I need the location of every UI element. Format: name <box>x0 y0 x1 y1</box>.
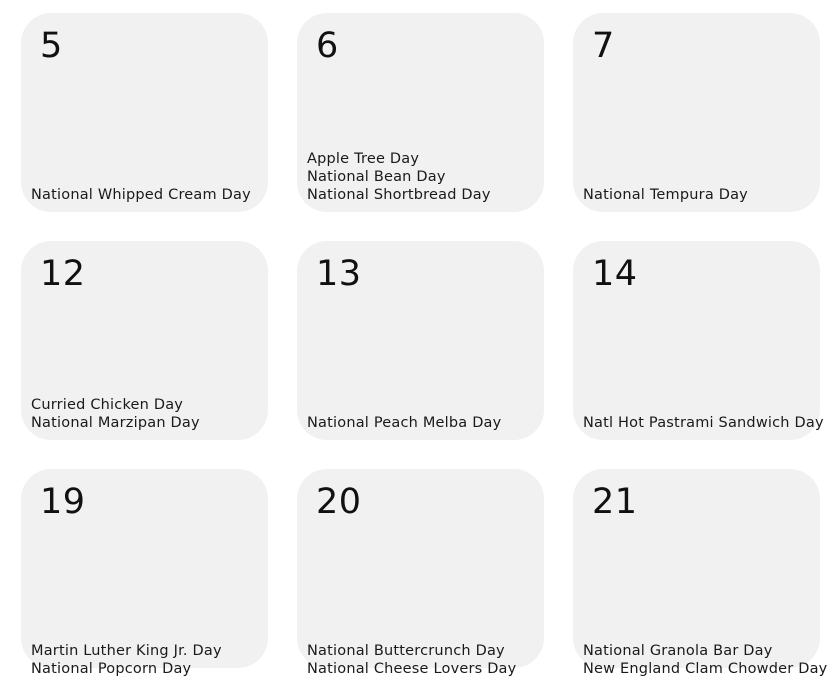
event-item: National Marzipan Day <box>31 415 200 431</box>
event-item: National Buttercrunch Day <box>307 643 505 659</box>
day-cell-13[interactable] <box>297 241 544 440</box>
event-list <box>307 642 516 678</box>
day-number: 12 <box>40 254 86 294</box>
event-list <box>583 186 748 204</box>
day-number: 6 <box>316 26 339 66</box>
event-list <box>307 150 491 204</box>
event-item: National Whipped Cream Day <box>31 187 251 203</box>
event-item: National Peach Melba Day <box>307 415 502 431</box>
day-cell-7[interactable] <box>573 13 820 212</box>
event-list <box>31 642 222 678</box>
event-item: Curried Chicken Day <box>31 397 184 413</box>
event-list <box>31 396 200 432</box>
day-number: 19 <box>40 482 86 522</box>
event-item: National Cheese Lovers Day <box>307 661 517 677</box>
event-item: National Shortbread Day <box>307 187 491 203</box>
event-item: National Popcorn Day <box>31 661 192 677</box>
day-cell-12[interactable] <box>21 241 268 440</box>
event-item: Apple Tree Day <box>307 151 420 167</box>
event-item: New England Clam Chowder Day <box>583 661 827 677</box>
event-item: Martin Luther King Jr. Day <box>31 643 222 659</box>
day-number: 13 <box>316 254 362 294</box>
event-item: National Granola Bar Day <box>583 643 773 659</box>
day-cell-21[interactable] <box>573 469 827 677</box>
event-list <box>31 186 251 204</box>
event-list <box>583 414 824 432</box>
day-number: 21 <box>592 482 638 522</box>
day-cell-6[interactable] <box>297 13 544 212</box>
event-item: National Tempura Day <box>583 187 748 203</box>
day-cell-20[interactable] <box>297 469 544 677</box>
day-number: 5 <box>40 26 63 66</box>
day-number: 7 <box>592 26 615 66</box>
day-number: 20 <box>316 482 362 522</box>
calendar-grid <box>21 13 827 677</box>
day-cell-19[interactable] <box>21 469 268 677</box>
day-number: 14 <box>592 254 638 294</box>
event-list <box>583 642 827 678</box>
day-cell-5[interactable] <box>21 13 268 212</box>
event-list <box>307 414 501 432</box>
event-item: National Bean Day <box>307 169 446 185</box>
day-cell-14[interactable] <box>573 241 824 440</box>
event-item: Natl Hot Pastrami Sandwich Day <box>583 415 824 431</box>
